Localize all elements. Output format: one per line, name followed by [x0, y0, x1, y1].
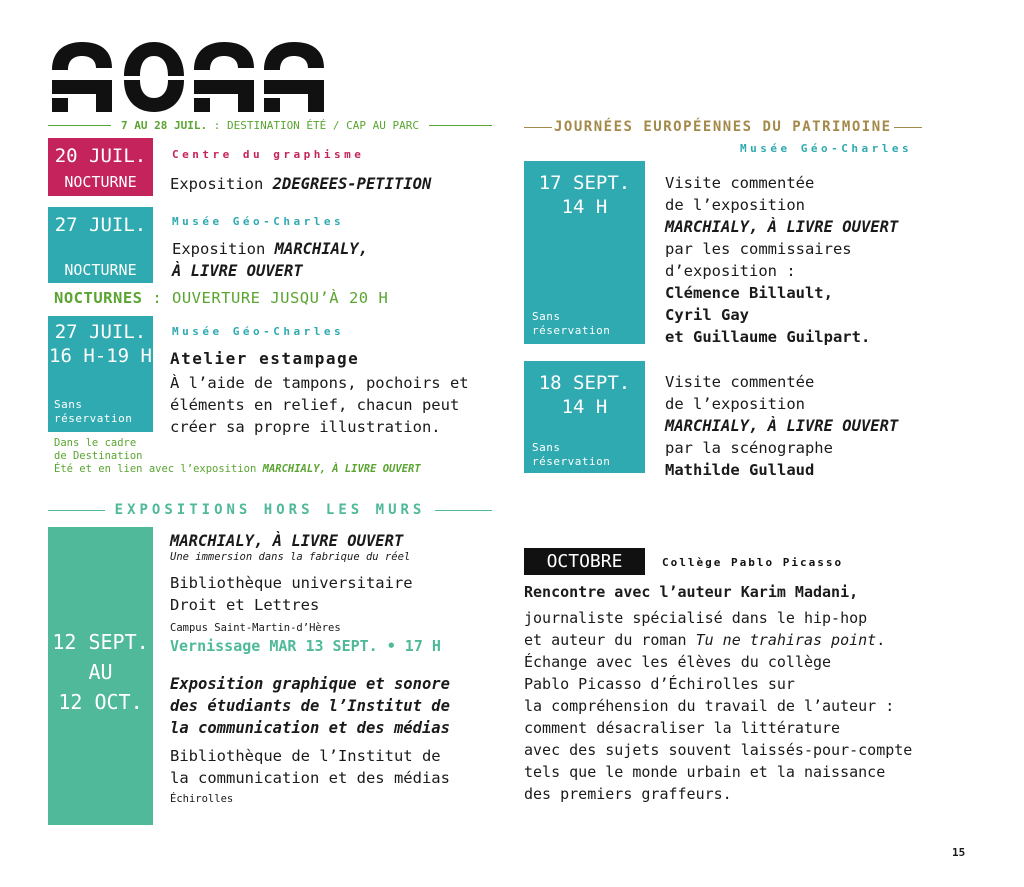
jep-header: [524, 119, 969, 135]
divider-line: [524, 127, 552, 128]
nocturnes-line: NOCTURNES : OUVERTURE JUSQU’À 20 H: [54, 289, 389, 307]
event3-note2: réservation: [54, 412, 133, 425]
visit2-note1: Sans: [532, 441, 561, 454]
jep-header-text: JOURNÉES EUROPÉENNES DU PATRIMOINE: [554, 119, 892, 135]
expo-vernissage: Vernissage MAR 13 SEPT. • 17 H: [170, 637, 441, 655]
event3-note1: Sans: [54, 398, 83, 411]
event1-venue: Centre du graphisme: [172, 148, 365, 161]
expo-campus: Campus Saint-Martin-d’Hères: [170, 622, 341, 634]
jep-venue: Musée Géo-Charles: [740, 142, 913, 155]
divider-line: [429, 125, 492, 126]
expo-place4: la communication et des médias: [170, 769, 450, 787]
visit2-date: 18 SEPT.: [538, 372, 631, 394]
visit1-note2: réservation: [532, 324, 611, 337]
visit2-note2: réservation: [532, 455, 611, 468]
expo-header-text: EXPOSITIONS HORS LES MURS: [114, 502, 426, 518]
summer-theme: : DESTINATION ÉTÉ / CAP AU PARC: [207, 119, 420, 132]
expo-details: [170, 532, 450, 805]
year-title: [52, 40, 327, 118]
divider-line: [48, 510, 105, 511]
summer-dates: 7 AU 28 JUIL.: [121, 119, 208, 132]
event3-title: Atelier estampage: [170, 349, 360, 368]
visit2-text: Visite commentée de l’exposition MARCHIALY, À LIVRE OUVERT par la scénographe Mathilde Gullaud: [665, 373, 899, 479]
visit2-date-box: [524, 361, 645, 473]
year-stencil: [52, 40, 327, 114]
page-number: 15: [952, 846, 966, 859]
event3-venue: Musée Géo-Charles: [172, 325, 345, 338]
octobre-title: Rencontre avec l’auteur Karim Madani,: [524, 583, 859, 601]
expo-date-end: 12 OCT.: [58, 690, 143, 714]
event2-label: NOCTURNE: [64, 261, 137, 279]
expo-date-to: AU: [88, 660, 113, 684]
octobre-label: OCTOBRE: [524, 548, 645, 575]
expo-place1: Bibliothèque universitaire: [170, 574, 413, 592]
event2-venue: Musée Géo-Charles: [172, 215, 345, 228]
octobre-venue: Collège Pablo Picasso: [662, 556, 844, 569]
divider-line: [894, 127, 922, 128]
expo-title2: Exposition graphique et sonore des étudiants de l’Institut de la communication et des médias: [170, 675, 450, 737]
summer-header: [48, 119, 492, 132]
expo-place2: Droit et Lettres: [170, 596, 320, 614]
visit1-date-box: [524, 161, 645, 344]
octobre-text: journaliste spécialisé dans le hip-hop et auteur du roman Tu ne trahiras point. Échange avec les élèves du collège Pablo Picasso d’Échirolles sur la compréhension du travail de l’auteur : comment désacraliser la littérature avec des sujets souvent laissés-pour-compte tels que le monde urbain et la naissance des premiers graffeurs.: [524, 609, 913, 803]
event1-date: 20 JUIL.: [54, 145, 147, 167]
event1-date-box: [48, 138, 153, 196]
event3-time: 16 H-19 H: [49, 345, 152, 367]
event2-date: 27 JUIL.: [54, 214, 147, 236]
event3-date-box: [48, 316, 153, 432]
event3-date: 27 JUIL.: [54, 321, 147, 343]
visit2-time: 14 H: [561, 396, 608, 418]
divider-line: [48, 125, 111, 126]
expo-place3: Bibliothèque de l’Institut de: [170, 747, 441, 765]
event1-text: Exposition 2DEGREES-PETITION: [170, 175, 432, 193]
visit1-time: 14 H: [561, 196, 608, 218]
event2-date-box: [48, 207, 153, 283]
event3-description: À l’aide de tampons, pochoirs et éléments en relief, chacun peut créer sa propre illustration.: [170, 374, 469, 436]
visit1-date: 17 SEPT.: [538, 172, 631, 194]
frame-note: Dans le cadre de Destination Été et en lien avec l’exposition MARCHIALY, À LIVRE OUVERT: [54, 437, 421, 475]
expo-date-box: [48, 527, 153, 825]
expo-subtitle: Une immersion dans la fabrique du réel: [170, 551, 411, 563]
expo-city: Échirolles: [170, 793, 234, 805]
visit1-note1: Sans: [532, 310, 561, 323]
divider-line: [435, 510, 492, 511]
event1-label: NOCTURNE: [64, 173, 137, 191]
visit1-text: Visite commentée de l’exposition MARCHIALY, À LIVRE OUVERT par les commissaires d’exposition : Clémence Billault, Cyril Gay et Guillaume Guilpart.: [665, 174, 899, 346]
event2-text: Exposition MARCHIALY, À LIVRE OUVERT: [172, 240, 368, 280]
expo-title: MARCHIALY, À LIVRE OUVERT: [170, 532, 404, 550]
expo-header: [48, 502, 492, 518]
expo-date-start: 12 SEPT.: [52, 630, 149, 654]
